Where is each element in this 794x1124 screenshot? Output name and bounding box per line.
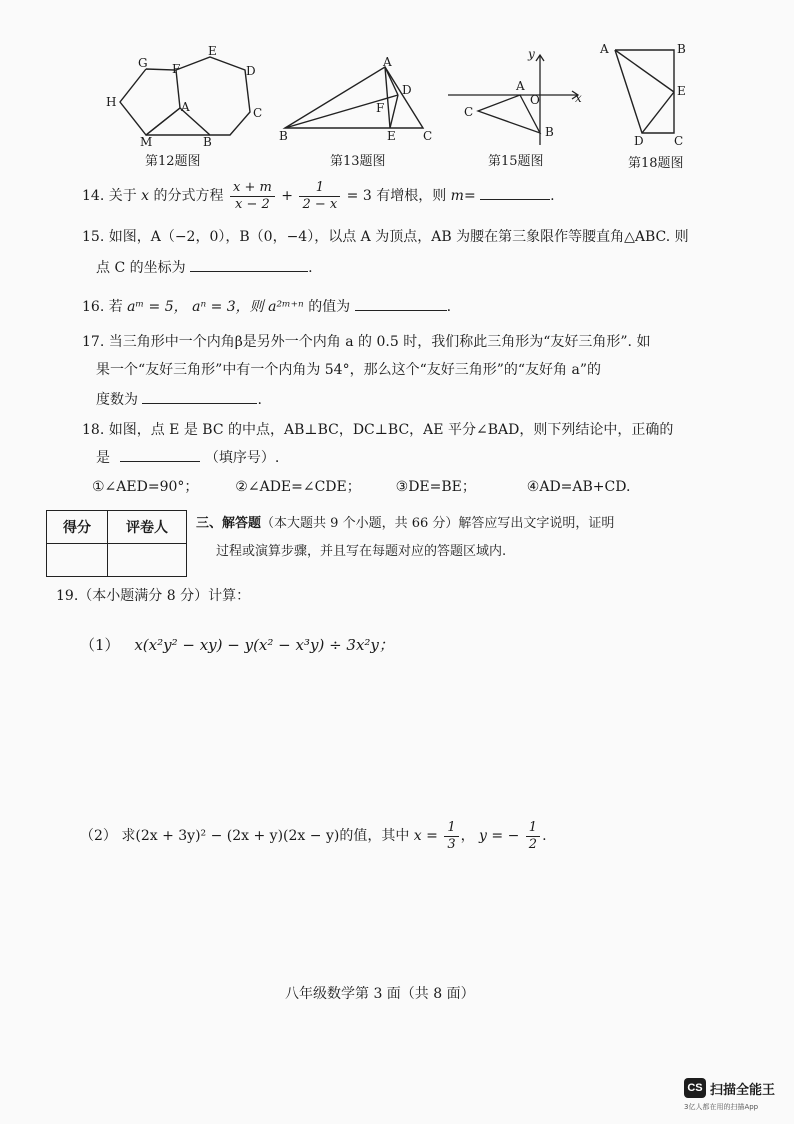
caption-fig13: 第13题图: [330, 154, 386, 169]
question-17: [82, 331, 650, 351]
q14-answer-blank[interactable]: [480, 185, 550, 200]
label-a: A: [383, 55, 392, 69]
q19-x-den: 3: [447, 836, 456, 852]
figure-15: [448, 45, 593, 150]
q19-x-eq: x =: [413, 828, 438, 844]
figure-15-drawing: [448, 45, 593, 150]
caption-fig18: 第18题图: [628, 156, 684, 171]
q19-y-fraction: [526, 820, 540, 853]
label-b: B: [545, 125, 554, 139]
q15-line1: 如图，A（−2，0），B（0，−4），以点 A 为顶点，AB 为腰在第三象限作等腰直角△ABC. 则: [108, 229, 689, 245]
q14-fraction-2: [299, 180, 340, 213]
q14-m: m: [450, 188, 464, 204]
question-17-line3: [96, 389, 262, 409]
q18-line2-post: （填序号）.: [204, 450, 280, 466]
q19-y-eq: y = −: [479, 828, 520, 844]
q14-eq: =: [463, 188, 476, 204]
q14-end: .: [550, 188, 555, 204]
score-header: 得分: [47, 511, 108, 544]
q16-expr3: a²ᵐ⁺ⁿ: [268, 299, 304, 315]
score-cell[interactable]: [47, 544, 108, 577]
label-c: C: [464, 105, 474, 119]
figure-12-drawing: [100, 40, 270, 150]
q14-number: 14.: [82, 188, 105, 204]
label-c: C: [674, 134, 684, 148]
q15-line2-pre: 点 C 的坐标为: [96, 260, 186, 276]
q18-option-4: ④AD=AB+CD.: [526, 479, 631, 495]
q18-option-1: ①∠AED=90°；: [92, 479, 199, 495]
label-d: D: [402, 83, 412, 97]
question-18-line2: [96, 447, 279, 467]
question-14: [82, 176, 555, 216]
label-x: x: [575, 91, 582, 105]
q14-mid: 的分式方程: [153, 188, 224, 204]
label-a: A: [516, 79, 525, 93]
label-f: F: [172, 62, 181, 76]
q19-x-fraction: [444, 820, 458, 853]
section-3-desc1: （本大题共 9 个小题，共 66 分）解答应写出文字说明，证明: [261, 516, 615, 531]
section-3-heading: [196, 510, 614, 538]
q18-answer-blank[interactable]: [120, 447, 200, 462]
label-c: C: [423, 129, 433, 143]
q18-option-2: ②∠ADE=∠CDE；: [235, 479, 361, 495]
label-b: B: [279, 129, 288, 143]
q17-answer-blank[interactable]: [142, 389, 257, 404]
label-e: E: [208, 44, 217, 58]
caption-fig12: 第12题图: [145, 154, 201, 169]
question-19-heading: 19.（本小题满分 8 分）计算：: [56, 588, 251, 604]
q14-f2-num: 1: [299, 180, 340, 197]
question-16: [82, 296, 451, 316]
grader-header: 评卷人: [108, 511, 187, 544]
q16-answer-blank[interactable]: [355, 296, 447, 311]
q18-line1: 如图，点 E 是 BC 的中点，AB⊥BC，DC⊥BC，AE 平分∠BAD，则下列结论中，正确的: [108, 422, 674, 438]
q19-p2-label: （2）: [80, 828, 117, 844]
q19-comma: ，: [460, 828, 475, 844]
label-b: B: [677, 42, 686, 56]
q18-option-3: ③DE=BE；: [395, 479, 476, 495]
q17-end: .: [257, 392, 262, 408]
label-b: B: [203, 135, 212, 149]
label-m: M: [140, 135, 153, 149]
question-15: [82, 226, 689, 246]
q17-line1: 当三角形中一个内角β是另外一个内角 a 的 0.5 时，我们称此三角形为“友好三角形”. 如: [108, 334, 651, 350]
q14-f1-den: x − 2: [235, 196, 270, 212]
q14-fraction-1: [230, 180, 275, 213]
q16-post: 的值为: [308, 299, 351, 315]
label-a: A: [600, 42, 609, 56]
q16-number: 16.: [82, 299, 105, 315]
question-17-line2: 果一个“友好三角形”中有一个内角为 54°，那么这个“友好三角形”的“友好角 a”的: [96, 362, 602, 378]
grader-cell[interactable]: [108, 544, 187, 577]
q19-p1-label: （1）: [80, 636, 120, 654]
label-h: H: [106, 95, 117, 109]
q16-expr1: aᵐ = 5，: [127, 299, 188, 315]
label-c: C: [253, 106, 263, 120]
question-18-options: [92, 476, 630, 496]
q17-number: 17.: [82, 334, 105, 350]
q14-var: x: [141, 188, 150, 204]
q16-end: .: [446, 299, 452, 315]
q14-post: = 3 有增根，则: [346, 188, 447, 204]
q18-line2-pre: 是: [96, 450, 110, 466]
q16-pre: 若: [108, 299, 123, 315]
label-d: D: [634, 134, 644, 148]
q14-f2-den: 2 − x: [302, 196, 338, 212]
camscanner-icon: CS: [684, 1078, 706, 1098]
question-19-part-2: [80, 816, 547, 856]
section-3-number: 三、: [196, 516, 223, 531]
label-e: E: [677, 84, 686, 98]
figure-13-drawing: [275, 55, 440, 150]
q17-line3-pre: 度数为: [96, 392, 138, 408]
q14-plus: +: [281, 188, 293, 204]
q19-end: .: [542, 828, 547, 844]
figure-13: [275, 55, 440, 150]
question-18: [82, 419, 673, 439]
label-o: O: [530, 93, 540, 107]
q15-end: .: [308, 260, 313, 276]
section-3-title: 解答题: [222, 516, 262, 531]
q14-f1-num: x + m: [230, 180, 275, 197]
scanner-watermark: [684, 1078, 784, 1118]
q19-y-num: 1: [526, 820, 540, 837]
label-y: y: [528, 47, 535, 61]
q15-number: 15.: [82, 229, 105, 245]
label-a: A: [181, 100, 190, 114]
q19-p1-expression: x(x²y² − xy) − y(x² − x³y) ÷ 3x²y；: [134, 636, 394, 654]
question-19-part-1: [80, 634, 394, 655]
watermark-name: 扫描全能王: [710, 1083, 776, 1098]
q18-number: 18.: [82, 422, 105, 438]
q14-pre: 关于: [108, 188, 137, 204]
label-e: E: [387, 129, 396, 143]
section-3-desc2: 过程或演算步骤，并且写在每题对应的答题区域内.: [216, 544, 507, 559]
label-f: F: [376, 101, 385, 115]
watermark-subtitle: 3亿人都在用的扫描App: [684, 1103, 759, 1111]
label-d: D: [246, 64, 256, 78]
q16-expr2: aⁿ = 3，则: [192, 299, 264, 315]
caption-fig15: 第15题图: [488, 154, 544, 169]
q19-x-num: 1: [444, 820, 458, 837]
label-g: G: [138, 56, 148, 70]
q19-y-den: 2: [528, 836, 538, 852]
q19-p2-pre: 求(2x + 3y)² − (2x + y)(2x − y)的值，其中: [121, 828, 410, 844]
score-table: [46, 510, 187, 577]
q15-answer-blank[interactable]: [190, 257, 308, 272]
figure-12: [100, 40, 270, 150]
question-15-line2: [96, 257, 313, 277]
figure-18: [598, 38, 698, 150]
page-footer: 八年级数学第 3 面（共 8 面）: [285, 986, 475, 1002]
